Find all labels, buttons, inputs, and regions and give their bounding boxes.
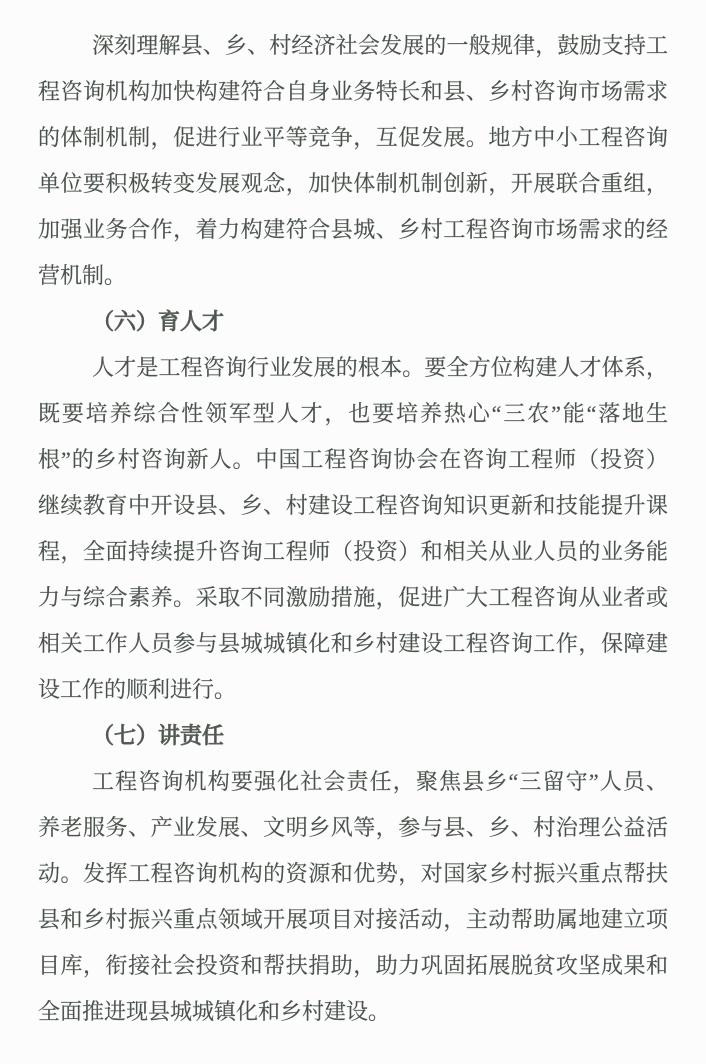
text-line: 人才是工程咨询行业发展的根本。要全方位构建人才体系，	[92, 355, 668, 380]
text-line: 的体制机制，促进行业平等竞争，互促发展。地方中小工程咨询	[38, 125, 668, 150]
text-line: 全面推进现县城城镇化和乡村建设。	[38, 999, 391, 1024]
text-line: 养老服务、产业发展、文明乡风等，参与县、乡、村治理公益活	[38, 815, 668, 840]
text-line: 设工作的顺利进行。	[38, 677, 237, 702]
text-line: 既要培养综合性领军型人才，也要培养热心“三农”能“落地生	[38, 401, 668, 426]
text-line: 程，全面持续提升咨询工程师（投资）和相关从业人员的业务能	[38, 539, 668, 564]
text-line: 相关工作人员参与县城城镇化和乡村建设工程咨询工作，保障建	[38, 631, 668, 656]
text-line: 单位要积极转变发展观念，加快体制机制创新，开展联合重组，	[38, 171, 668, 196]
text-line: 深刻理解县、乡、村经济社会发展的一般规律，鼓励支持工	[92, 33, 668, 58]
text-line: 根”的乡村咨询新人。中国工程咨询协会在咨询工程师（投资）	[38, 447, 668, 472]
section-heading: （七）讲责任	[92, 723, 225, 748]
text-line: 目库，衔接社会投资和帮扶捐助，助力巩固拓展脱贫攻坚成果和	[38, 953, 668, 978]
text-line: 程咨询机构加快构建符合自身业务特长和县、乡村咨询市场需求	[38, 79, 668, 104]
section-heading: （六）育人才	[92, 309, 225, 334]
text-line: 加强业务合作，着力构建符合县城、乡村工程咨询市场需求的经	[38, 217, 668, 242]
text-line: 工程咨询机构要强化社会责任，聚焦县乡“三留守”人员、	[92, 769, 668, 794]
text-line: 力与综合素养。采取不同激励措施，促进广大工程咨询从业者或	[38, 585, 668, 610]
text-line: 动。发挥工程咨询机构的资源和优势，对国家乡村振兴重点帮扶	[38, 861, 668, 886]
text-line: 继续教育中开设县、乡、村建设工程咨询知识更新和技能提升课	[38, 493, 668, 518]
text-line: 营机制。	[38, 263, 127, 288]
text-line: 县和乡村振兴重点领域开展项目对接活动，主动帮助属地建立项	[38, 907, 668, 932]
